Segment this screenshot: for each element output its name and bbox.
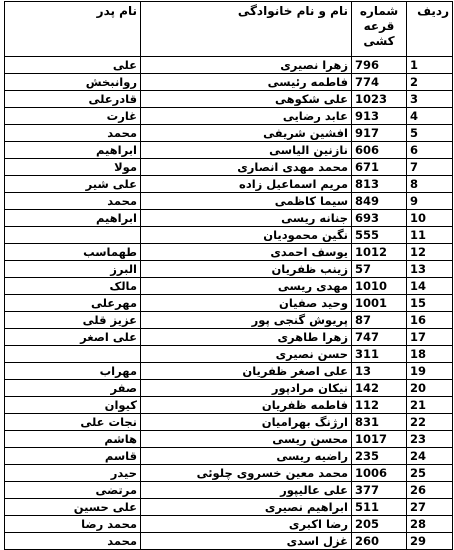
full-name-cell: زهرا طاهری xyxy=(141,329,352,346)
table-row xyxy=(5,295,453,312)
lottery-number-cell: 260 xyxy=(352,533,407,550)
father-name-cell: ابراهیم xyxy=(5,210,141,227)
table-row xyxy=(5,499,453,516)
row-number-cell: 12 xyxy=(407,244,453,261)
full-name-cell: سیما کاظمی xyxy=(141,193,352,210)
full-name-cell: مهدی ریسی xyxy=(141,278,352,295)
father-name-cell: مرتضی xyxy=(5,482,141,499)
full-name-cell: حسن نصیری xyxy=(141,346,352,363)
father-name-cell: علی حسین xyxy=(5,499,141,516)
father-name-cell: قادرعلی xyxy=(5,91,141,108)
full-name-cell: افشین شریفی xyxy=(141,125,352,142)
row-number-cell: 20 xyxy=(407,380,453,397)
row-number-cell: 5 xyxy=(407,125,453,142)
table-row xyxy=(5,176,453,193)
full-name-cell: علی شکوهی xyxy=(141,91,352,108)
full-name-cell: نگین محمودیان xyxy=(141,227,352,244)
row-number-cell: 28 xyxy=(407,516,453,533)
lottery-number-cell: 1012 xyxy=(352,244,407,261)
father-name-cell: حیدر xyxy=(5,465,141,482)
lottery-number-cell: 831 xyxy=(352,414,407,431)
table-row xyxy=(5,329,453,346)
father-name-cell: غارت xyxy=(5,108,141,125)
row-number-cell: 21 xyxy=(407,397,453,414)
lottery-number-cell: 796 xyxy=(352,57,407,74)
header-row xyxy=(5,2,453,57)
table-row xyxy=(5,142,453,159)
father-name-cell: محمد رضا xyxy=(5,516,141,533)
father-name-cell: محمد xyxy=(5,533,141,550)
father-name-cell: علی xyxy=(5,57,141,74)
father-name-cell: محمد xyxy=(5,193,141,210)
lottery-number-cell: 57 xyxy=(352,261,407,278)
full-name-cell: نیکان مرادپور xyxy=(141,380,352,397)
lottery-number-cell: 13 xyxy=(352,363,407,380)
table-row xyxy=(5,312,453,329)
table-row xyxy=(5,74,453,91)
lottery-number-cell: 1006 xyxy=(352,465,407,482)
father-name-cell xyxy=(5,227,141,244)
father-name-cell: روانبخش xyxy=(5,74,141,91)
table-row xyxy=(5,431,453,448)
table-row xyxy=(5,465,453,482)
father-name-cell: قاسم xyxy=(5,448,141,465)
full-name-cell: زینب ظفریان xyxy=(141,261,352,278)
table-row xyxy=(5,244,453,261)
lottery-number-cell: 235 xyxy=(352,448,407,465)
full-name-cell: ارژنگ بهرامیان xyxy=(141,414,352,431)
header-lottery-number: شماره قرعه کشی xyxy=(352,2,407,57)
lottery-number-cell: 1001 xyxy=(352,295,407,312)
table-row xyxy=(5,227,453,244)
full-name-cell: محمد مهدی انصاری xyxy=(141,159,352,176)
row-number-cell: 23 xyxy=(407,431,453,448)
father-name-cell xyxy=(5,346,141,363)
full-name-cell: علی عالیپور xyxy=(141,482,352,499)
row-number-cell: 4 xyxy=(407,108,453,125)
lottery-number-cell: 747 xyxy=(352,329,407,346)
lottery-number-cell: 511 xyxy=(352,499,407,516)
full-name-cell: ابراهیم نصیری xyxy=(141,499,352,516)
father-name-cell: نجات علی xyxy=(5,414,141,431)
lottery-number-cell: 849 xyxy=(352,193,407,210)
table-row xyxy=(5,278,453,295)
table-row xyxy=(5,210,453,227)
full-name-cell: فاطمه ظفریان xyxy=(141,397,352,414)
row-number-cell: 29 xyxy=(407,533,453,550)
table-row xyxy=(5,448,453,465)
father-name-cell: ابراهیم xyxy=(5,142,141,159)
full-name-cell: عابد رضایی xyxy=(141,108,352,125)
table-row xyxy=(5,414,453,431)
row-number-cell: 17 xyxy=(407,329,453,346)
header-row-number: ردیف xyxy=(407,2,453,57)
lottery-number-cell: 311 xyxy=(352,346,407,363)
full-name-cell: محمد معین خسروی چلوئی xyxy=(141,465,352,482)
lottery-number-cell: 606 xyxy=(352,142,407,159)
row-number-cell: 11 xyxy=(407,227,453,244)
father-name-cell: عزیز قلی xyxy=(5,312,141,329)
table-row xyxy=(5,91,453,108)
father-name-cell: مالک xyxy=(5,278,141,295)
table-row xyxy=(5,108,453,125)
table-row xyxy=(5,533,453,550)
lottery-number-cell: 205 xyxy=(352,516,407,533)
lottery-number-cell: 1010 xyxy=(352,278,407,295)
row-number-cell: 2 xyxy=(407,74,453,91)
lottery-number-cell: 377 xyxy=(352,482,407,499)
full-name-cell: پریوش گنجی پور xyxy=(141,312,352,329)
row-number-cell: 18 xyxy=(407,346,453,363)
father-name-cell: علی اصغر xyxy=(5,329,141,346)
full-name-cell: زهرا نصیری xyxy=(141,57,352,74)
full-name-cell: یوسف احمدی xyxy=(141,244,352,261)
row-number-cell: 8 xyxy=(407,176,453,193)
lottery-number-cell: 112 xyxy=(352,397,407,414)
father-name-cell: البرز xyxy=(5,261,141,278)
row-number-cell: 10 xyxy=(407,210,453,227)
row-number-cell: 7 xyxy=(407,159,453,176)
table-row xyxy=(5,363,453,380)
full-name-cell: نازنین الیاسی xyxy=(141,142,352,159)
lottery-number-cell: 1023 xyxy=(352,91,407,108)
full-name-cell: علی اصغر ظفریان xyxy=(141,363,352,380)
row-number-cell: 14 xyxy=(407,278,453,295)
table-row xyxy=(5,261,453,278)
lottery-number-cell: 774 xyxy=(352,74,407,91)
row-number-cell: 24 xyxy=(407,448,453,465)
full-name-cell: غزل اسدی xyxy=(141,533,352,550)
row-number-cell: 16 xyxy=(407,312,453,329)
table-row xyxy=(5,380,453,397)
roster-table xyxy=(4,1,453,550)
full-name-cell: فاطمه رئیسی xyxy=(141,74,352,91)
row-number-cell: 3 xyxy=(407,91,453,108)
row-number-cell: 13 xyxy=(407,261,453,278)
full-name-cell: وحید صفیان xyxy=(141,295,352,312)
table-row xyxy=(5,482,453,499)
full-name-cell: محسن ریسی xyxy=(141,431,352,448)
lottery-number-cell: 913 xyxy=(352,108,407,125)
full-name-cell: رضا اکبری xyxy=(141,516,352,533)
father-name-cell: محمد xyxy=(5,125,141,142)
lottery-number-cell: 693 xyxy=(352,210,407,227)
table-row xyxy=(5,516,453,533)
father-name-cell: طهماسب xyxy=(5,244,141,261)
row-number-cell: 9 xyxy=(407,193,453,210)
full-name-cell: جنانه ریسی xyxy=(141,210,352,227)
row-number-cell: 27 xyxy=(407,499,453,516)
father-name-cell: صفر xyxy=(5,380,141,397)
table-row xyxy=(5,57,453,74)
table-row xyxy=(5,159,453,176)
table-row xyxy=(5,193,453,210)
header-father-name: نام پدر xyxy=(5,2,141,57)
row-number-cell: 1 xyxy=(407,57,453,74)
row-number-cell: 15 xyxy=(407,295,453,312)
row-number-cell: 6 xyxy=(407,142,453,159)
father-name-cell: کیوان xyxy=(5,397,141,414)
father-name-cell: مهرعلی xyxy=(5,295,141,312)
father-name-cell: مهراب xyxy=(5,363,141,380)
lottery-number-cell: 671 xyxy=(352,159,407,176)
row-number-cell: 26 xyxy=(407,482,453,499)
father-name-cell: هاشم xyxy=(5,431,141,448)
full-name-cell: راضیه ریسی xyxy=(141,448,352,465)
lottery-number-cell: 87 xyxy=(352,312,407,329)
lottery-number-cell: 555 xyxy=(352,227,407,244)
table-body xyxy=(5,57,453,550)
row-number-cell: 22 xyxy=(407,414,453,431)
lottery-number-cell: 1017 xyxy=(352,431,407,448)
row-number-cell: 19 xyxy=(407,363,453,380)
header-full-name: نام و نام خانوادگی xyxy=(141,2,352,57)
table-row xyxy=(5,346,453,363)
full-name-cell: مریم اسماعیل زاده xyxy=(141,176,352,193)
table-row xyxy=(5,397,453,414)
lottery-number-cell: 917 xyxy=(352,125,407,142)
row-number-cell: 25 xyxy=(407,465,453,482)
table-row xyxy=(5,125,453,142)
father-name-cell: مولا xyxy=(5,159,141,176)
father-name-cell: علی شیر xyxy=(5,176,141,193)
table-header xyxy=(5,2,453,57)
lottery-number-cell: 142 xyxy=(352,380,407,397)
lottery-number-cell: 813 xyxy=(352,176,407,193)
